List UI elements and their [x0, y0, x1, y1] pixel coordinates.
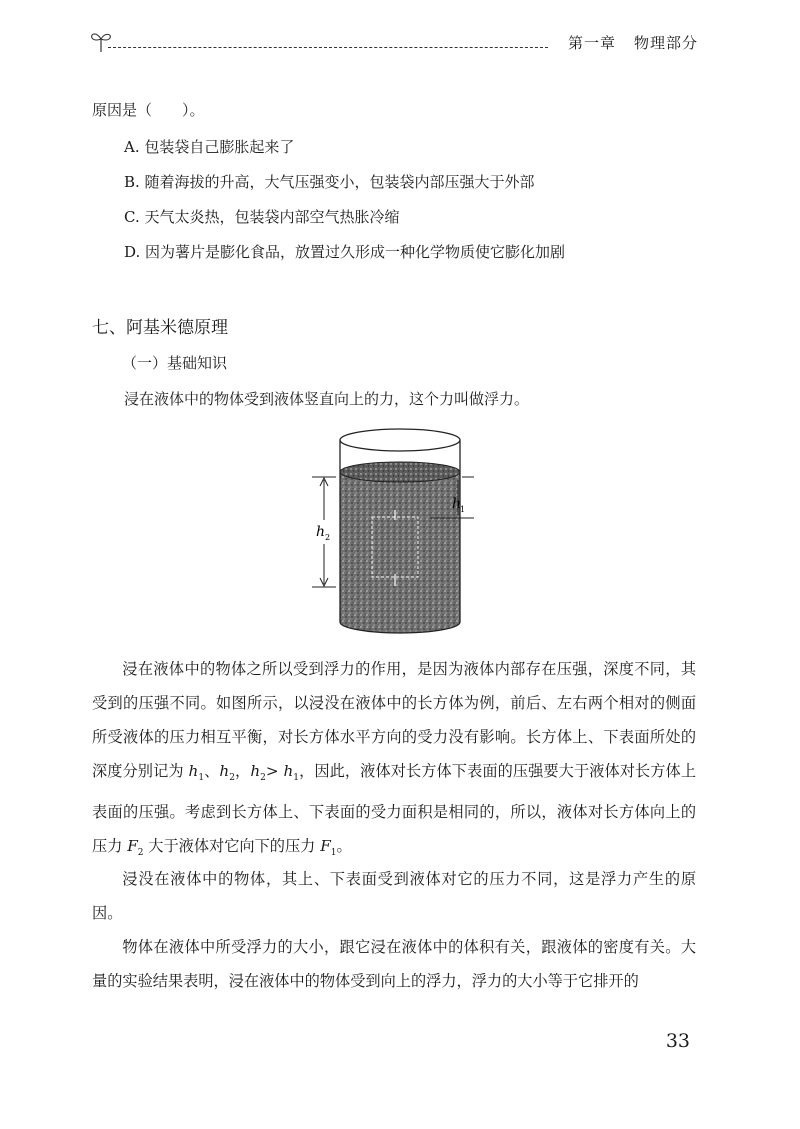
liquid-body — [340, 472, 460, 633]
paragraph-pressure-explanation: 浸在液体中的物体之所以受到浮力的作用，是因为液体内部存在压强，深度不同，其受到的压强不同。如图所示，以浸没在液体中的长方体为例，前后、左右两个相对的侧面所受液体的压力相互平衡，对长方体水平方向的受力没有影响。长方体上、下表面所处的深度分别记为 $h_1$、$h_2$，$h_2> h_1$，因此，液体对长方体下表面的压强要大于液体对长方体上表面的压强。考虑到长方体上、下表面的受力面积是相同的，所以，液体对长方体向上的压力 $F_2$ 大于液体对它向下的压力 $F_1$。 — [92, 660, 697, 859]
page-number: 33 — [665, 1030, 690, 1052]
h1-label: h — [452, 496, 462, 512]
h2-label: h — [316, 524, 326, 540]
question-stem: 原因是（ ）。 — [92, 101, 205, 119]
option-b: B. 随着海拔的升高，大气压强变小，包装袋内部压强大于外部 — [124, 173, 535, 191]
section-title: 七、阿基米德原理 — [92, 318, 228, 338]
subsection-title: （一）基础知识 — [122, 354, 228, 372]
h2-subscript: 2 — [325, 533, 331, 542]
intro-text: 浸在液体中的物体受到液体竖直向上的力，这个力叫做浮力。 — [124, 390, 530, 408]
h1-subscript: 1 — [460, 505, 466, 514]
option-c: C. 天气太炎热，包装袋内部空气热胀冷缩 — [124, 208, 400, 226]
sprout-icon — [88, 28, 114, 54]
liquid-surface — [340, 462, 460, 482]
header-rule — [108, 47, 548, 48]
paragraph-buoyancy-cause: 浸没在液体中的物体，其上、下表面受到液体对它的压力不同，这是浮力产生的原因。 — [92, 870, 696, 922]
option-a: A. 包装袋自己膨胀起来了 — [124, 138, 295, 156]
buoyancy-diagram — [300, 422, 500, 644]
running-header — [88, 28, 698, 58]
cylinder-rim — [340, 429, 460, 451]
chapter-heading — [568, 32, 698, 53]
option-d: D. 因为薯片是膨化食品，放置过久形成一种化学物质使它膨化加剧 — [124, 243, 566, 261]
chapter-title: 物理部分 — [633, 34, 698, 52]
paragraph-buoyancy-magnitude: 物体在液体中所受浮力的大小，跟它浸在液体中的体积有关，跟液体的密度有关。大量的实验结果表明，浸在液体中的物体受到向上的浮力，浮力的大小等于它排开的 — [92, 938, 696, 990]
chapter-number: 第一章 — [567, 34, 616, 52]
